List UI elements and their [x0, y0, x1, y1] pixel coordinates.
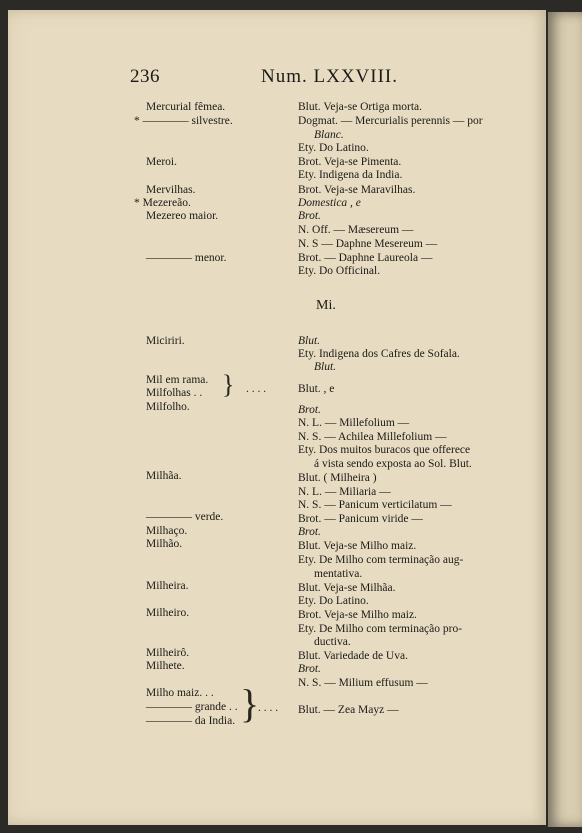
right-entry: Brot. [298, 663, 321, 675]
left-entry: Milhete. [146, 660, 185, 672]
right-entry: Blut. [298, 335, 321, 347]
right-entry: á vista sendo exposta ao Sol. Blut. [314, 458, 472, 470]
right-entry: Brot. [298, 526, 321, 538]
right-entry: Brot. Veja-se Maravilhas. [298, 184, 416, 196]
left-entry: Meroi. [146, 156, 177, 168]
right-entry: Blut. Veja-se Milhãa. [298, 582, 396, 594]
right-entry: Brot. — Panicum viride — [298, 513, 423, 525]
left-entry: ———— menor. [146, 252, 227, 264]
right-entry: Dogmat. — Mercurialis perennis — por [298, 115, 483, 127]
right-entry: Blut. , e [298, 383, 335, 395]
brace-mark: } [222, 370, 235, 399]
right-entry: N. S. — Panicum verticilatum — [298, 499, 452, 511]
right-entry: Blut. Variedade de Uva. [298, 650, 408, 662]
brace-mark: } [240, 681, 260, 726]
right-entry: Ety. Do Officinal. [298, 265, 381, 277]
right-entry: Blut. [314, 361, 337, 373]
right-entry: N. S — Daphne Mesereum — [298, 238, 438, 250]
left-entry: Mil em rama. [146, 374, 209, 386]
right-entry: N. S. — Milium effusum — [298, 677, 428, 689]
left-entry: Milhaço. [146, 525, 188, 537]
page-number: 236 [130, 66, 160, 87]
adjacent-page-edge [548, 12, 582, 827]
right-entry: Ety. De Milho com terminação aug- [298, 554, 464, 566]
leader-dots: . . . . [246, 383, 267, 395]
right-entry: Ety. Do Latino. [298, 595, 369, 607]
right-entry: Brot. [298, 210, 321, 222]
left-entry: Mercurial fêmea. [146, 101, 226, 113]
left-entry: Milhão. [146, 538, 183, 550]
right-entry: Blanc. [314, 129, 344, 141]
right-entry: N. Off. — Mæsereum — [298, 224, 414, 236]
left-entry: ———— da India. [146, 715, 236, 727]
left-entry: * Mezereão. [134, 197, 191, 209]
left-entry: Mervilhas. [146, 184, 196, 196]
right-entry: Brot. Veja-se Milho maiz. [298, 609, 417, 621]
right-entry: N. L. — Millefolium — [298, 417, 410, 429]
left-entry: Miciriri. [146, 335, 185, 347]
left-entry: ———— verde. [146, 511, 224, 523]
left-entry: Milfolhas . . [146, 387, 203, 399]
left-entry: Milheiro. [146, 607, 190, 619]
left-entry: ———— grande . . [146, 701, 238, 713]
left-entry: * ———— silvestre. [134, 115, 233, 127]
left-entry: Milfolho. [146, 401, 190, 413]
right-entry: Blut. ( Milheira ) [298, 472, 377, 484]
right-entry: mentativa. [314, 568, 363, 580]
left-entry: Milho maiz. . . [146, 687, 214, 699]
right-entry: ductiva. [314, 636, 351, 648]
left-entry: Milheira. [146, 580, 189, 592]
right-entry: Brot. [298, 404, 321, 416]
left-entry: Milhãa. [146, 470, 182, 482]
page-header-title: Num. LXXVIII. [261, 66, 399, 87]
right-entry: Brot. — Daphne Laureola — [298, 252, 433, 264]
right-entry: N. S. — Achilea Millefolium — [298, 431, 447, 443]
right-entry: Ety. De Milho com terminação pro- [298, 623, 463, 635]
left-entry: Milheirô. [146, 647, 190, 659]
section-heading: Mi. [316, 298, 336, 313]
right-entry: Ety. Indigena dos Cafres de Sofala. [298, 348, 460, 360]
right-entry: Domestica , e [298, 197, 361, 209]
right-entry: Ety. Indigena da India. [298, 169, 403, 181]
right-entry: N. L. — Miliaria — [298, 486, 391, 498]
right-entry: Brot. Veja-se Pimenta. [298, 156, 402, 168]
right-entry: Blut. Veja-se Milho maiz. [298, 540, 417, 552]
left-entry: Mezereo maior. [146, 210, 219, 222]
right-entry: Ety. Dos muitos buracos que offerece [298, 444, 471, 456]
leader-dots: . . . . [258, 702, 279, 714]
right-entry: Blut. Veja-se Ortiga morta. [298, 101, 423, 113]
right-entry: Ety. Do Latino. [298, 142, 369, 154]
right-entry: Blut. — Zea Mayz — [298, 704, 399, 716]
